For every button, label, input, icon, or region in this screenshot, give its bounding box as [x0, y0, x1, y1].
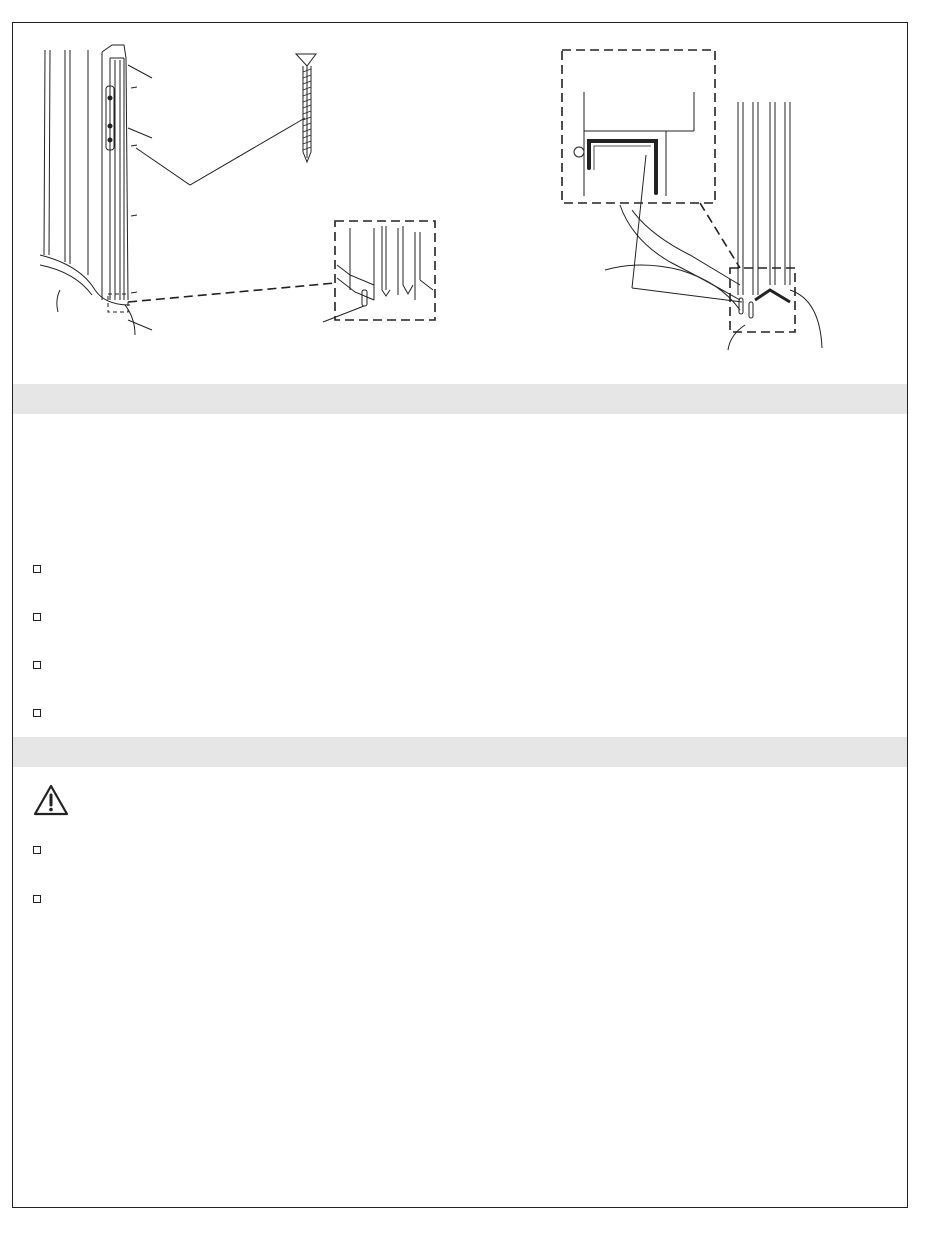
- section-band-b: [13, 737, 907, 767]
- checkbox-square-icon[interactable]: [33, 846, 41, 854]
- section-band-a: [13, 384, 907, 414]
- warning-triangle-icon: [32, 783, 70, 817]
- checkbox-square-icon[interactable]: [33, 613, 41, 621]
- checkbox-square-icon[interactable]: [33, 895, 41, 903]
- installation-illustrations: [0, 0, 950, 385]
- checkbox-square-icon[interactable]: [33, 565, 41, 573]
- checkbox-square-icon[interactable]: [33, 709, 41, 717]
- checkbox-square-icon[interactable]: [33, 661, 41, 669]
- track-illustration: [562, 50, 822, 350]
- jamb-illustration: [40, 45, 435, 335]
